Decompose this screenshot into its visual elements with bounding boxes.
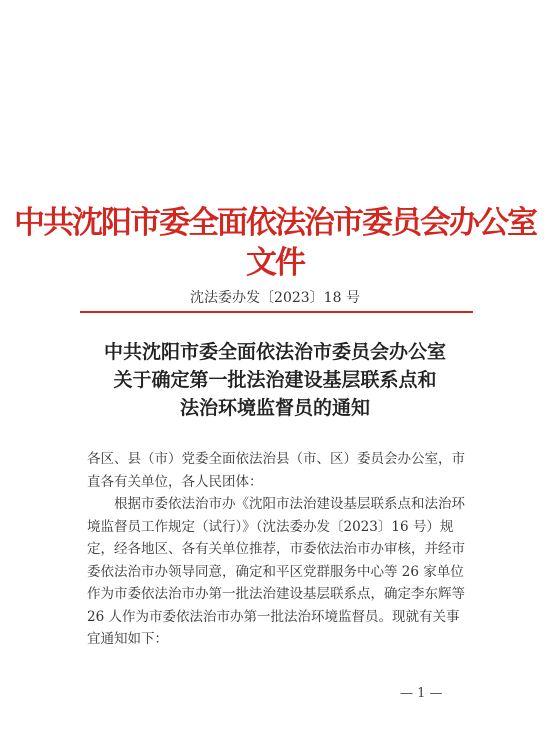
notice-title [0,338,550,422]
notice-title-line-2: 关于确定第一批法治建设基层联系点和 [113,369,437,391]
notice-title-line-1: 中共沈阳市委全面依法治市委员会办公室 [103,341,446,363]
header-divider [80,311,473,313]
page-number: — 1 — [400,686,443,701]
document-number: 沈法委办发〔2023〕18 号 [190,290,360,306]
body-paragraph: 根据市委依法治市办《沈阳市法治建设基层联系点和法治环境监督员工作规定（试行）》（沈法委办发〔2023〕16 号）规定，经各地区、各有关单位推荐，市委依法治市办审核，并经市委依法治市办领导同意，确定和平区党群服务中心等 26 家单位作为市委依法治市办第一批法治建设基层联系点，确定李东辉等 26 人作为市委依法治市办第一批法治环境监督员。现就有关事宜通知如下： [87,496,465,647]
notice-body [87,448,470,651]
document-header-title: 中共沈阳市委全面依法治市委员会办公室文件 [14,205,536,281]
notice-title-line-3: 法治环境监督员的通知 [179,397,370,419]
salutation: 各区、县（市）党委全面依法治县（市、区）委员会办公室，市直各有关单位，各人民团体： [87,451,465,490]
